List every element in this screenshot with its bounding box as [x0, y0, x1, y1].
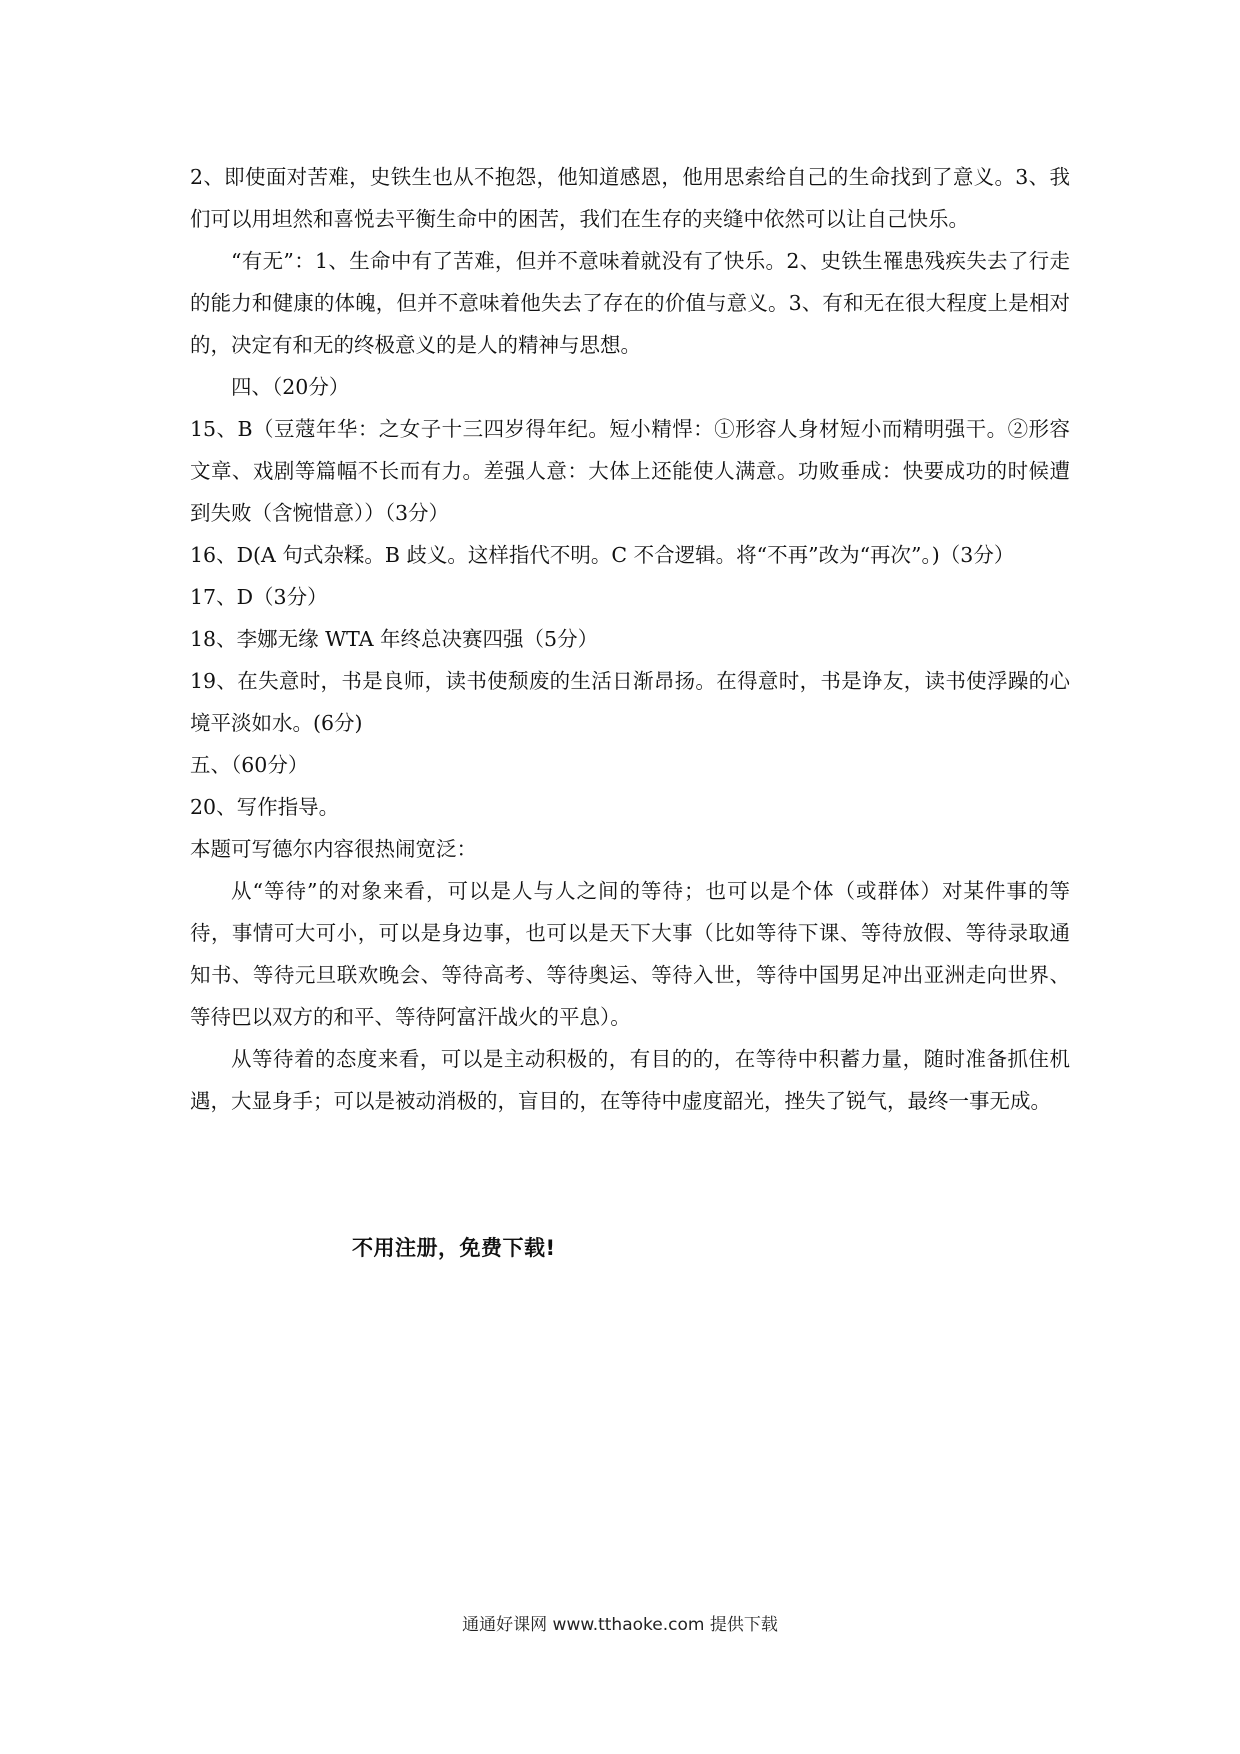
writing-guide-attitude: 从等待着的态度来看，可以是主动积极的，有目的的，在等待中积蓄力量，随时准备抓住机遇，大显身手；可以是被动消极的，盲目的，在等待中虚度韶光，挫失了锐气，最终一事无成。 [190, 1047, 1070, 1113]
answer-19: 19、在失意时，书是良师，读书使颓废的生活日渐昂扬。在得意时，书是诤友，读书使浮躁的心境平淡如水。(6分) [190, 669, 1070, 735]
footer-text: 通通好课网 www.tthaoke.com 提供下载 [462, 1615, 778, 1635]
writing-intro: 本题可写德尔内容很热闹宽泛： [190, 837, 477, 861]
section-heading-5: 五、（60分） [190, 753, 309, 777]
paragraph-1: 2、即使面对苦难，史铁生也从不抱怨，他知道感恩，他用思索给自己的生命找到了意义。3、我们可以用坦然和喜悦去平衡生命中的困苦，我们在生存的夹缝中依然可以让自己快乐。 [190, 165, 1070, 231]
paragraph-2: “有无”：1、生命中有了苦难，但并不意味着就没有了快乐。2、史铁生罹患残疾失去了行走的能力和健康的体魄，但并不意味着他失去了存在的价值与意义。3、有和无在很大程度上是相对的，决定有和无的终极意义的是人的精神与思想。 [190, 249, 1070, 357]
answer-17: 17、D（3分） [190, 585, 328, 609]
answer-18: 18、李娜无缘 WTA 年终总决赛四强（5分） [190, 627, 599, 651]
promo-text: 不用注册，免费下载! [352, 1236, 556, 1260]
writing-guide-object: 从“等待”的对象来看，可以是人与人之间的等待；也可以是个体（或群体）对某件事的等待，事情可大可小，可以是身边事，也可以是天下大事（比如等待下课、等待放假、等待录取通知书、等待元旦联欢晚会、等待高考、等待奥运、等待入世，等待中国男足冲出亚洲走向世界、等待巴以双方的和平、等待阿富汗战火的平息）。 [190, 879, 1070, 1029]
answer-content [190, 156, 1070, 1122]
answer-16: 16、D(A 句式杂糅。B 歧义。这样指代不明。C 不合逻辑。将“不再”改为“再次”。)（3分） [190, 543, 1015, 567]
section-heading-4: 四、（20分） [231, 375, 350, 399]
answer-15: 15、B（豆蔻年华：之女子十三四岁得年纪。短小精悍：①形容人身材短小而精明强干。②形容文章、戏剧等篇幅不长而有力。差强人意：大体上还能使人满意。功败垂成：快要成功的时候遭到失败（含惋惜意））（3分） [190, 417, 1070, 525]
answer-20: 20、写作指导。 [190, 795, 340, 819]
